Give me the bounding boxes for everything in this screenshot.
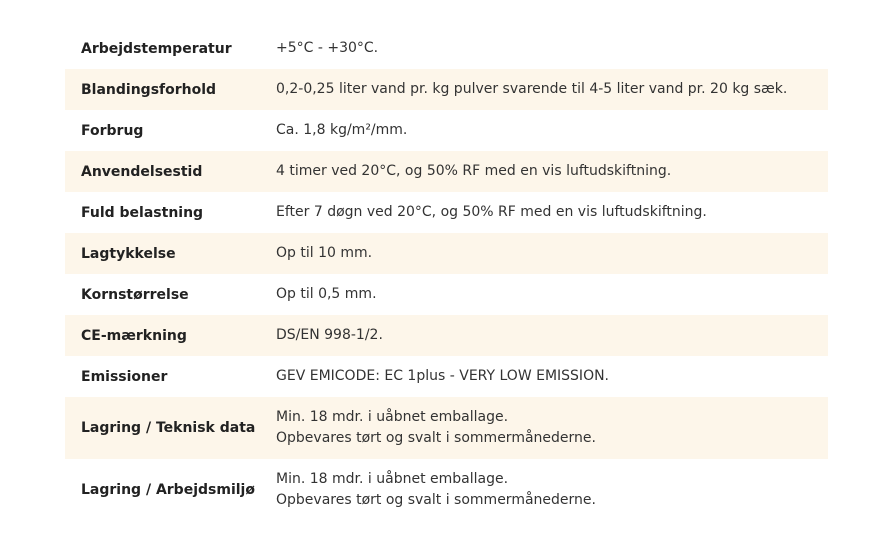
table-row — [65, 110, 828, 151]
row-label: Fuld belastning — [81, 204, 204, 221]
table-row — [65, 233, 828, 274]
value-line: +5°C - +30°C. — [276, 40, 379, 56]
value-line: Opbevares tørt og svalt i sommermånederne. — [276, 492, 596, 508]
row-label: Lagring / Arbejdsmiljø — [81, 482, 255, 498]
table-row — [65, 356, 828, 397]
row-value — [276, 397, 828, 459]
table-row — [65, 192, 828, 233]
row-value — [276, 459, 828, 521]
row-label: Anvendelsestid — [65, 151, 276, 192]
row-value — [276, 192, 828, 233]
row-value — [276, 274, 828, 315]
value-line: 4 timer ved 20°C, og 50% RF med en vis luftudskiftning. — [276, 163, 672, 179]
row-label: Blandingsforhold — [65, 69, 276, 110]
row-label: Emissioner — [81, 368, 168, 385]
value-line: Efter 7 døgn ved 20°C, og 50% RF med en vis luftudskiftning. — [276, 204, 707, 220]
row-label: Lagring / Teknisk data — [65, 397, 276, 459]
table-row — [65, 69, 828, 110]
row-label: Lagtykkelse — [65, 233, 276, 274]
table-row — [65, 397, 828, 459]
value-line: DS/EN 998-1/2. — [276, 327, 383, 343]
row-value — [276, 69, 828, 110]
table-row — [65, 274, 828, 315]
row-value — [276, 356, 828, 397]
row-value — [276, 110, 828, 151]
row-value — [276, 151, 828, 192]
value-line: Min. 18 mdr. i uåbnet emballage. — [276, 409, 509, 425]
value-line: Op til 10 mm. — [276, 245, 373, 261]
table-row — [65, 28, 828, 69]
row-label: Forbrug — [81, 122, 144, 139]
value-line: Op til 0,5 mm. — [276, 286, 377, 302]
value-line: Opbevares tørt og svalt i sommermånederne. — [276, 430, 596, 446]
table-row — [65, 459, 828, 521]
table-row — [65, 315, 828, 356]
row-value — [276, 28, 828, 69]
table-row — [65, 151, 828, 192]
value-line: Ca. 1,8 kg/m²/mm. — [276, 122, 408, 138]
spec-table — [65, 28, 828, 521]
value-line: 0,2-0,25 liter vand pr. kg pulver svarende til 4-5 liter vand pr. 20 kg sæk. — [276, 81, 788, 97]
value-line: Min. 18 mdr. i uåbnet emballage. — [276, 471, 509, 487]
row-value — [276, 315, 828, 356]
row-value — [276, 233, 828, 274]
row-label: CE-mærkning — [65, 315, 276, 356]
row-label: Kornstørrelse — [81, 286, 189, 303]
value-line: GEV EMICODE: EC 1plus - VERY LOW EMISSION. — [276, 368, 610, 384]
row-label: Arbejdstemperatur — [81, 40, 232, 57]
